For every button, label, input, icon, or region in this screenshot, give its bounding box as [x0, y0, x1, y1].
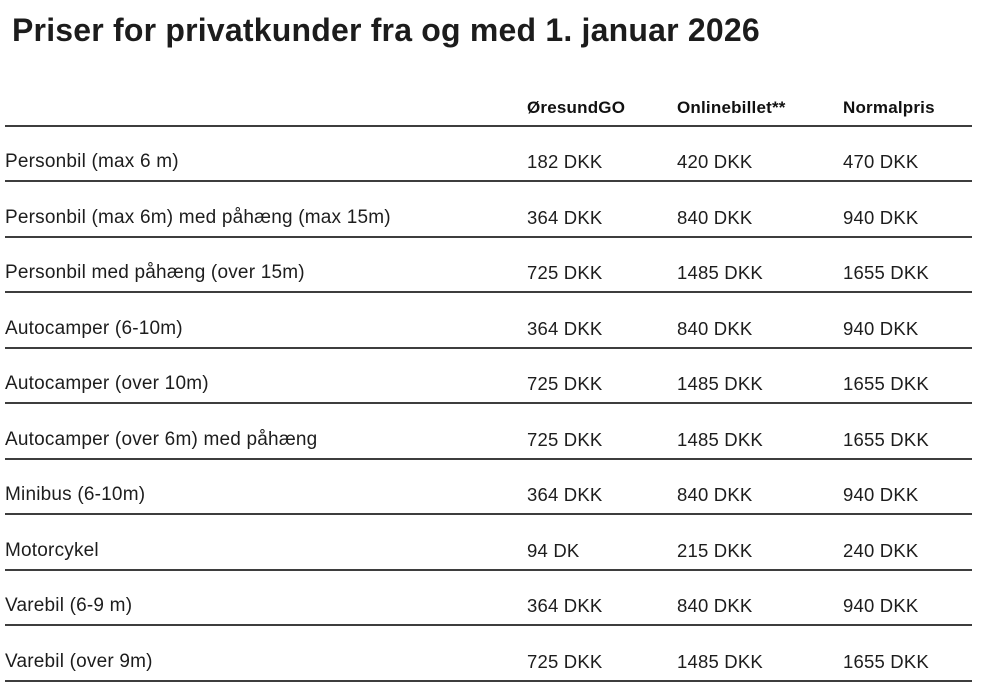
price-normalpris: 240 DKK	[843, 539, 919, 561]
row-label: Personbil med påhæng (over 15m)	[5, 262, 305, 284]
table-row	[5, 626, 972, 682]
table-row	[5, 515, 972, 571]
row-label: Personbil (max 6 m)	[5, 151, 179, 173]
price-onlinebillet: 1485 DKK	[677, 262, 763, 284]
table-row	[5, 404, 972, 460]
price-oresundgo: 364 DKK	[527, 484, 603, 506]
price-onlinebillet: 215 DKK	[677, 539, 753, 561]
table-body	[5, 127, 972, 682]
table-row	[5, 127, 972, 183]
row-label: Autocamper (6-10m)	[5, 317, 183, 339]
price-onlinebillet: 840 DKK	[677, 317, 753, 339]
row-label: Personbil (max 6m) med påhæng (max 15m)	[5, 206, 391, 228]
column-header-onlinebillet: Onlinebillet**	[677, 97, 786, 117]
table-row	[5, 460, 972, 516]
row-label: Motorcykel	[5, 539, 99, 561]
row-label: Minibus (6-10m)	[5, 484, 146, 506]
column-header-normalpris: Normalpris	[843, 97, 935, 117]
price-normalpris: 1655 DKK	[843, 373, 929, 395]
row-label: Autocamper (over 10m)	[5, 373, 209, 395]
price-onlinebillet: 840 DKK	[677, 484, 753, 506]
table-row	[5, 571, 972, 627]
price-onlinebillet: 840 DKK	[677, 206, 753, 228]
price-table	[5, 49, 972, 682]
table-row	[5, 293, 972, 349]
price-oresundgo: 364 DKK	[527, 317, 603, 339]
table-row	[5, 349, 972, 405]
price-normalpris: 940 DKK	[843, 595, 919, 617]
price-oresundgo: 725 DKK	[527, 373, 603, 395]
table-row	[5, 238, 972, 294]
price-normalpris: 470 DKK	[843, 151, 919, 173]
price-normalpris: 940 DKK	[843, 206, 919, 228]
price-oresundgo: 94 DK	[527, 539, 580, 561]
price-oresundgo: 364 DKK	[527, 206, 603, 228]
price-oresundgo: 725 DKK	[527, 650, 603, 672]
price-normalpris: 940 DKK	[843, 317, 919, 339]
price-normalpris: 940 DKK	[843, 484, 919, 506]
table-row	[5, 182, 972, 238]
price-onlinebillet: 840 DKK	[677, 595, 753, 617]
price-oresundgo: 182 DKK	[527, 151, 603, 173]
price-onlinebillet: 1485 DKK	[677, 373, 763, 395]
price-oresundgo: 364 DKK	[527, 595, 603, 617]
column-header-oresundgo: ØresundGO	[527, 97, 626, 117]
price-onlinebillet: 1485 DKK	[677, 428, 763, 450]
price-normalpris: 1655 DKK	[843, 262, 929, 284]
price-normalpris: 1655 DKK	[843, 650, 929, 672]
page-title: Priser for privatkunder fra og med 1. januar 2026	[12, 12, 760, 48]
row-label: Autocamper (over 6m) med påhæng	[5, 428, 318, 450]
price-onlinebillet: 1485 DKK	[677, 650, 763, 672]
row-label: Varebil (over 9m)	[5, 650, 153, 672]
price-oresundgo: 725 DKK	[527, 262, 603, 284]
price-oresundgo: 725 DKK	[527, 428, 603, 450]
price-normalpris: 1655 DKK	[843, 428, 929, 450]
table-header-row	[5, 49, 972, 127]
price-onlinebillet: 420 DKK	[677, 151, 753, 173]
row-label: Varebil (6-9 m)	[5, 595, 133, 617]
